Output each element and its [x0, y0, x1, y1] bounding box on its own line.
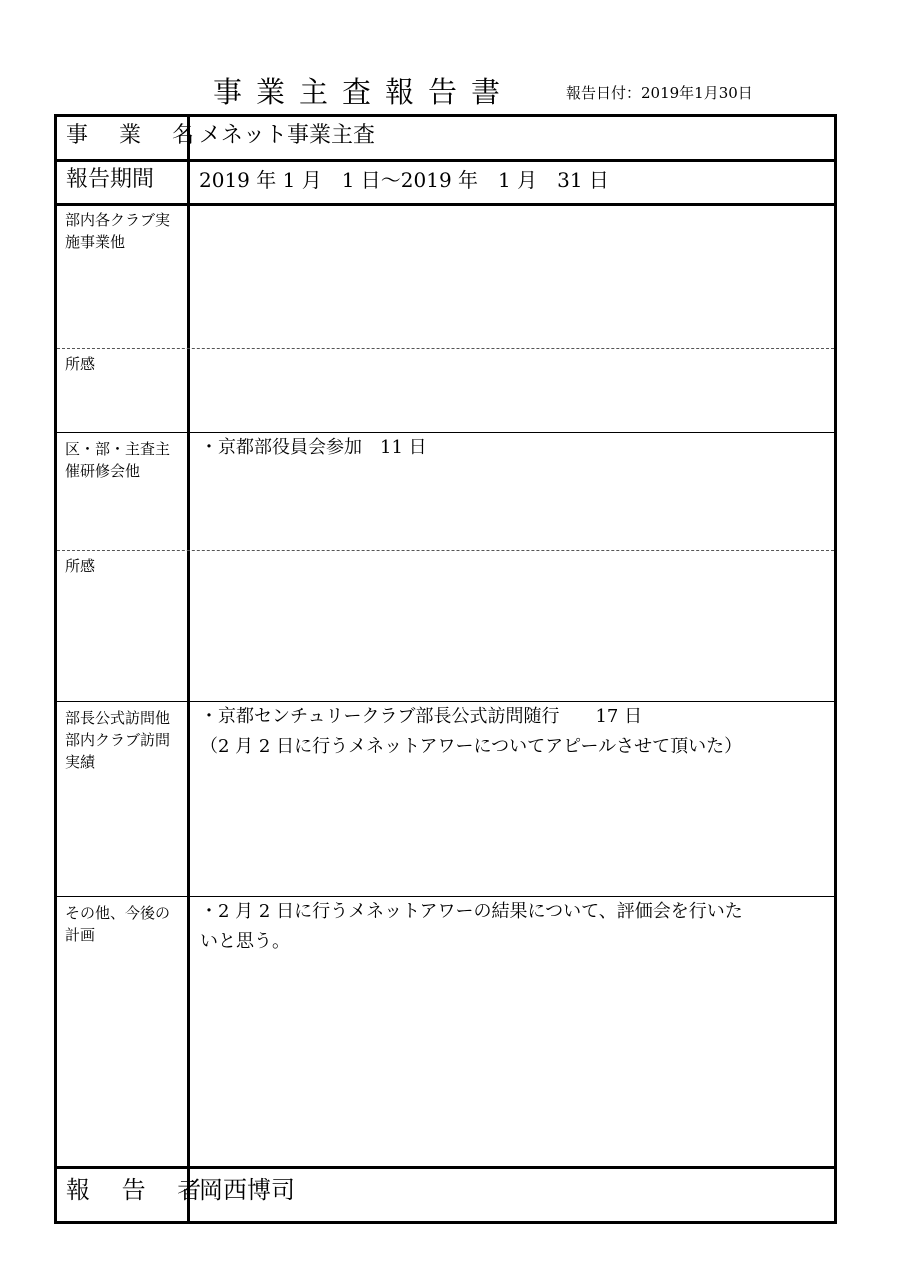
- report-table: [54, 114, 837, 1224]
- report-date: 報告日付：2019年1月30日: [566, 84, 753, 102]
- official-visits-label-line2: 部内クラブ訪問実績: [65, 731, 171, 771]
- column-divider: [187, 117, 190, 1221]
- row-divider: [57, 203, 834, 206]
- club-events-impression-label: 所感: [65, 355, 96, 373]
- period-value: 2019 年 1 月 1 日～2019 年 1 月 31 日: [199, 168, 609, 192]
- list-item: （2 月 2 日に行うメネットアワーについてアピールさせて頂いた）: [200, 736, 743, 757]
- reporter-label: 報 告 者: [66, 1176, 214, 1204]
- period-label: 報告期間: [66, 167, 155, 192]
- list-item: ・京都部役員会参加 11 日: [200, 437, 427, 458]
- official-visits-label-line1: 部長公式訪問他: [65, 709, 171, 727]
- future-plans-list: [200, 897, 835, 957]
- official-visits-list: [200, 702, 835, 762]
- document-title: 事業主査報告書: [213, 75, 515, 109]
- project-label: 事 業 名: [66, 123, 206, 148]
- reporter-value: 岡西博司: [199, 1176, 295, 1204]
- official-visits-label: [65, 707, 183, 773]
- district-seminars-impression-label: 所感: [65, 557, 96, 575]
- row-divider: [57, 1166, 834, 1169]
- future-plans-label: その他、今後の計画: [65, 904, 171, 944]
- district-seminars-list: [200, 433, 835, 463]
- row-divider: [57, 159, 834, 162]
- row-divider-dashed: [57, 348, 834, 349]
- district-seminars-label: 区・部・主査主催研修会他: [65, 440, 171, 480]
- row-divider-dashed: [57, 550, 834, 551]
- list-item: いと思う。: [200, 931, 290, 952]
- list-item: ・京都センチュリークラブ部長公式訪問随行 17 日: [200, 706, 643, 727]
- club-events-label: 部内各クラブ実施事業他: [65, 211, 171, 251]
- list-item: ・2 月 2 日に行うメネットアワーの結果について、評価会を行いた: [200, 901, 743, 922]
- project-value: メネット事業主査: [199, 123, 376, 148]
